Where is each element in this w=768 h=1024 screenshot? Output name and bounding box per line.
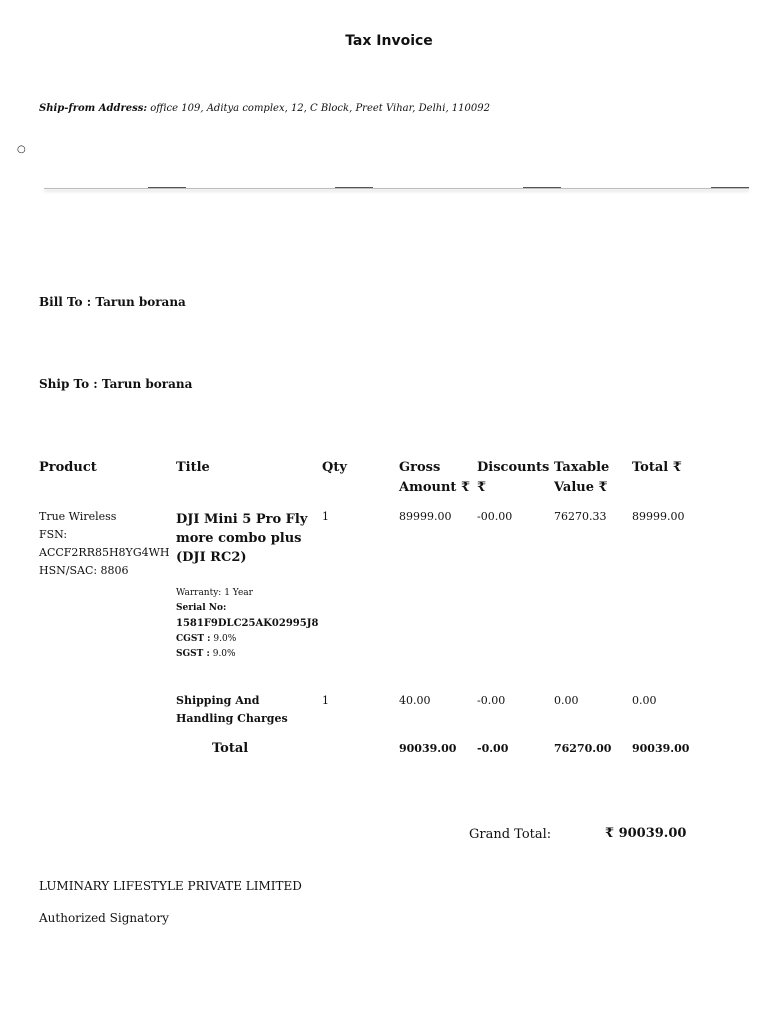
header-gross-line1: Gross: [399, 460, 441, 475]
item-cgst: 9.0%: [213, 634, 237, 644]
grand-total-value: ₹ 90039.00: [605, 826, 687, 841]
totals-gross: 90039.00: [399, 742, 457, 755]
item-taxable: 76270.33: [554, 510, 607, 523]
header-total: Total ₹: [632, 460, 682, 475]
header-gross-amount: [399, 458, 470, 498]
ship-to: Ship To : Tarun borana: [39, 377, 193, 391]
divider-tick: [148, 187, 186, 188]
ship-from-value: office 109, Aditya complex, 12, C Block, Preet Vihar, Delhi, 110092: [150, 103, 490, 114]
header-product: Product: [39, 460, 97, 475]
header-taxable-line1: Taxable: [554, 460, 610, 475]
totals-discount: -0.00: [477, 742, 509, 755]
shipping-gross: 40.00: [399, 694, 431, 707]
item-serial: 1581F9DLC25AK02995J8: [176, 618, 319, 629]
divider-tick: [523, 187, 561, 188]
item-product-line: FSN:: [39, 528, 68, 541]
item-gross: 89999.00: [399, 510, 452, 523]
item-product-line: HSN/SAC: 8806: [39, 564, 129, 577]
item-title: DJI Mini 5 Pro Fly more combo plus (DJI RC2): [176, 512, 308, 565]
shipping-total: 0.00: [632, 694, 657, 707]
item-discount: -00.00: [477, 510, 513, 523]
header-taxable-value: [554, 458, 609, 498]
shipping-discount: -0.00: [477, 694, 506, 707]
item-serial-label: Serial No:: [176, 603, 227, 613]
page-title: Tax Invoice: [345, 33, 433, 49]
company-name: LUMINARY LIFESTYLE PRIVATE LIMITED: [39, 879, 302, 893]
shipping-qty: 1: [322, 694, 329, 707]
shipping-taxable: 0.00: [554, 694, 579, 707]
divider-tick: [335, 187, 373, 188]
ship-from-address: [39, 103, 490, 114]
item-sgst: 9.0%: [212, 649, 236, 659]
divider-tick: [711, 187, 749, 188]
totals-total: 90039.00: [632, 742, 690, 755]
header-qty: Qty: [322, 460, 347, 475]
item-product-info: [39, 508, 174, 580]
header-discounts-line1: Discounts: [477, 460, 550, 475]
item-sgst-label: SGST :: [176, 649, 210, 659]
item-qty: 1: [322, 510, 329, 523]
header-taxable-line2: Value ₹: [554, 480, 608, 495]
ship-from-label: Ship-from Address:: [39, 103, 148, 114]
header-discounts: [477, 458, 549, 498]
bill-to: Bill To : Tarun borana: [39, 295, 186, 309]
authorized-signatory: Authorized Signatory: [39, 911, 169, 925]
item-product-line: ACCF2RR85H8YG4WH: [39, 546, 170, 559]
item-meta: [176, 586, 318, 662]
item-product-line: True Wireless: [39, 510, 117, 523]
totals-taxable: 76270.00: [554, 742, 612, 755]
bullet-marker: ○: [17, 144, 26, 155]
header-discounts-line2: ₹: [477, 480, 487, 495]
item-total: 89999.00: [632, 510, 685, 523]
header-title: Title: [176, 460, 210, 475]
divider: [44, 188, 749, 189]
item-warranty: Warranty: 1 Year: [176, 588, 253, 598]
item-cgst-label: CGST :: [176, 634, 211, 644]
shipping-title: Shipping And Handling Charges: [176, 694, 288, 725]
totals-label: Total: [212, 741, 249, 756]
header-gross-line2: Amount ₹: [399, 480, 470, 495]
grand-total-label: Grand Total:: [469, 827, 552, 842]
